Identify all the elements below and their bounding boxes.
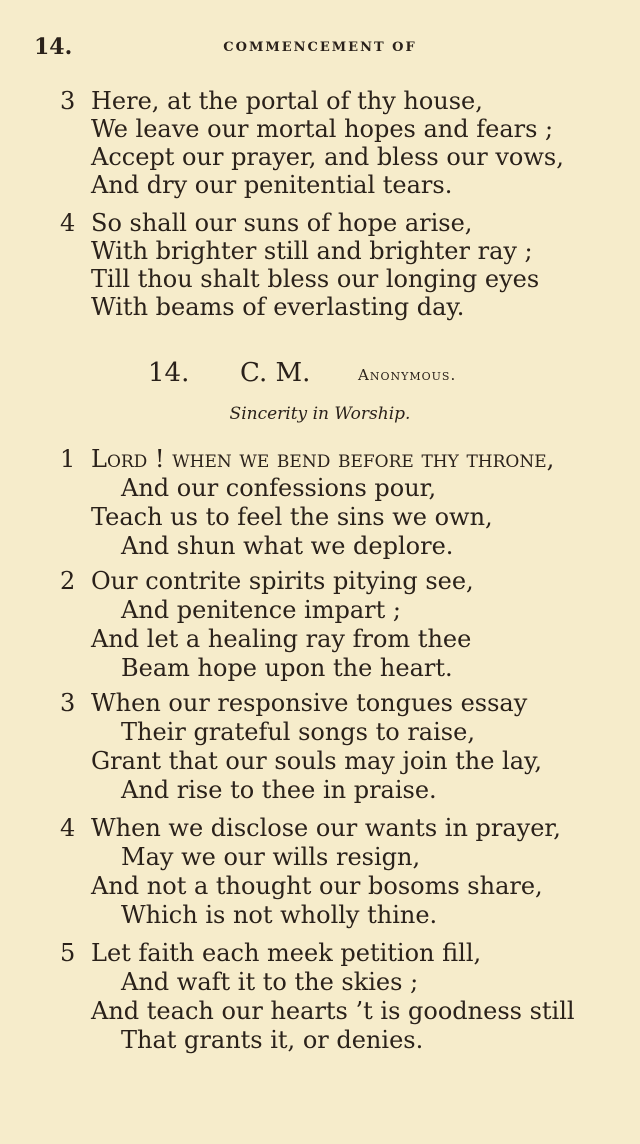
verse-line: Let faith each meek petition fill, — [91, 939, 482, 967]
verse-line: Beam hope upon the heart. — [121, 654, 453, 682]
verse-line: And our confessions pour, — [121, 474, 437, 502]
verse-line: With beams of everlasting day. — [91, 293, 465, 321]
verse-line: We leave our mortal hopes and fears ; — [91, 115, 554, 143]
verse-line: So shall our suns of hope arise, — [91, 209, 473, 237]
hymn-header — [0, 356, 640, 396]
verse-line: And waft it to the skies ; — [121, 968, 419, 996]
running-head — [34, 34, 606, 60]
verse-line: Here, at the portal of thy house, — [91, 87, 483, 115]
stanza-number: 2 — [60, 567, 76, 595]
hymn-author: Anonymous. — [358, 366, 457, 384]
verse-line: With brighter still and brighter ray ; — [91, 237, 533, 265]
verse-line: When we disclose our wants in prayer, — [91, 814, 561, 842]
running-title: COMMENCEMENT OF — [223, 40, 417, 55]
verse-line: Grant that our souls may join the lay, — [91, 747, 543, 775]
stanza-number: 3 — [60, 87, 76, 115]
verse-line: And rise to thee in praise. — [121, 776, 437, 804]
hymn-number: 14. — [148, 358, 190, 388]
verse-line: And let a healing ray from thee — [91, 625, 472, 653]
verse-line: Accept our prayer, and bless our vows, — [91, 143, 564, 171]
hymn-meter: C. M. — [240, 358, 311, 388]
stanza-number: 3 — [60, 689, 76, 717]
verse-line: When our responsive tongues essay — [91, 689, 528, 717]
verse-line: And penitence impart ; — [121, 596, 401, 624]
page-number: 14. — [34, 34, 73, 60]
stanza-number: 4 — [60, 814, 76, 842]
verse-line: And not a thought our bosoms share, — [91, 872, 543, 900]
verse-line: May we our wills resign, — [121, 843, 421, 871]
verse-line: That grants it, or denies. — [121, 1026, 424, 1054]
stanza-number: 5 — [60, 939, 76, 967]
verse-line: And shun what we deplore. — [121, 532, 454, 560]
verse-line: Teach us to feel the sins we own, — [91, 503, 493, 531]
hymn-title: Sincerity in Worship. — [229, 404, 411, 424]
verse-line: Till thou shalt bless our longing eyes — [91, 265, 540, 293]
verse-line: Our contrite spirits pitying see, — [91, 567, 474, 595]
verse-line: Lord ! when we bend before thy throne, — [91, 445, 555, 473]
verse-line: And teach our hearts ’t is goodness still — [91, 997, 575, 1025]
stanza-number: 1 — [60, 445, 76, 473]
stanza-number: 4 — [60, 209, 76, 237]
verse-line: Their grateful songs to raise, — [121, 718, 475, 746]
verse-line: And dry our penitential tears. — [91, 171, 453, 199]
verse-line: Which is not wholly thine. — [121, 901, 438, 929]
